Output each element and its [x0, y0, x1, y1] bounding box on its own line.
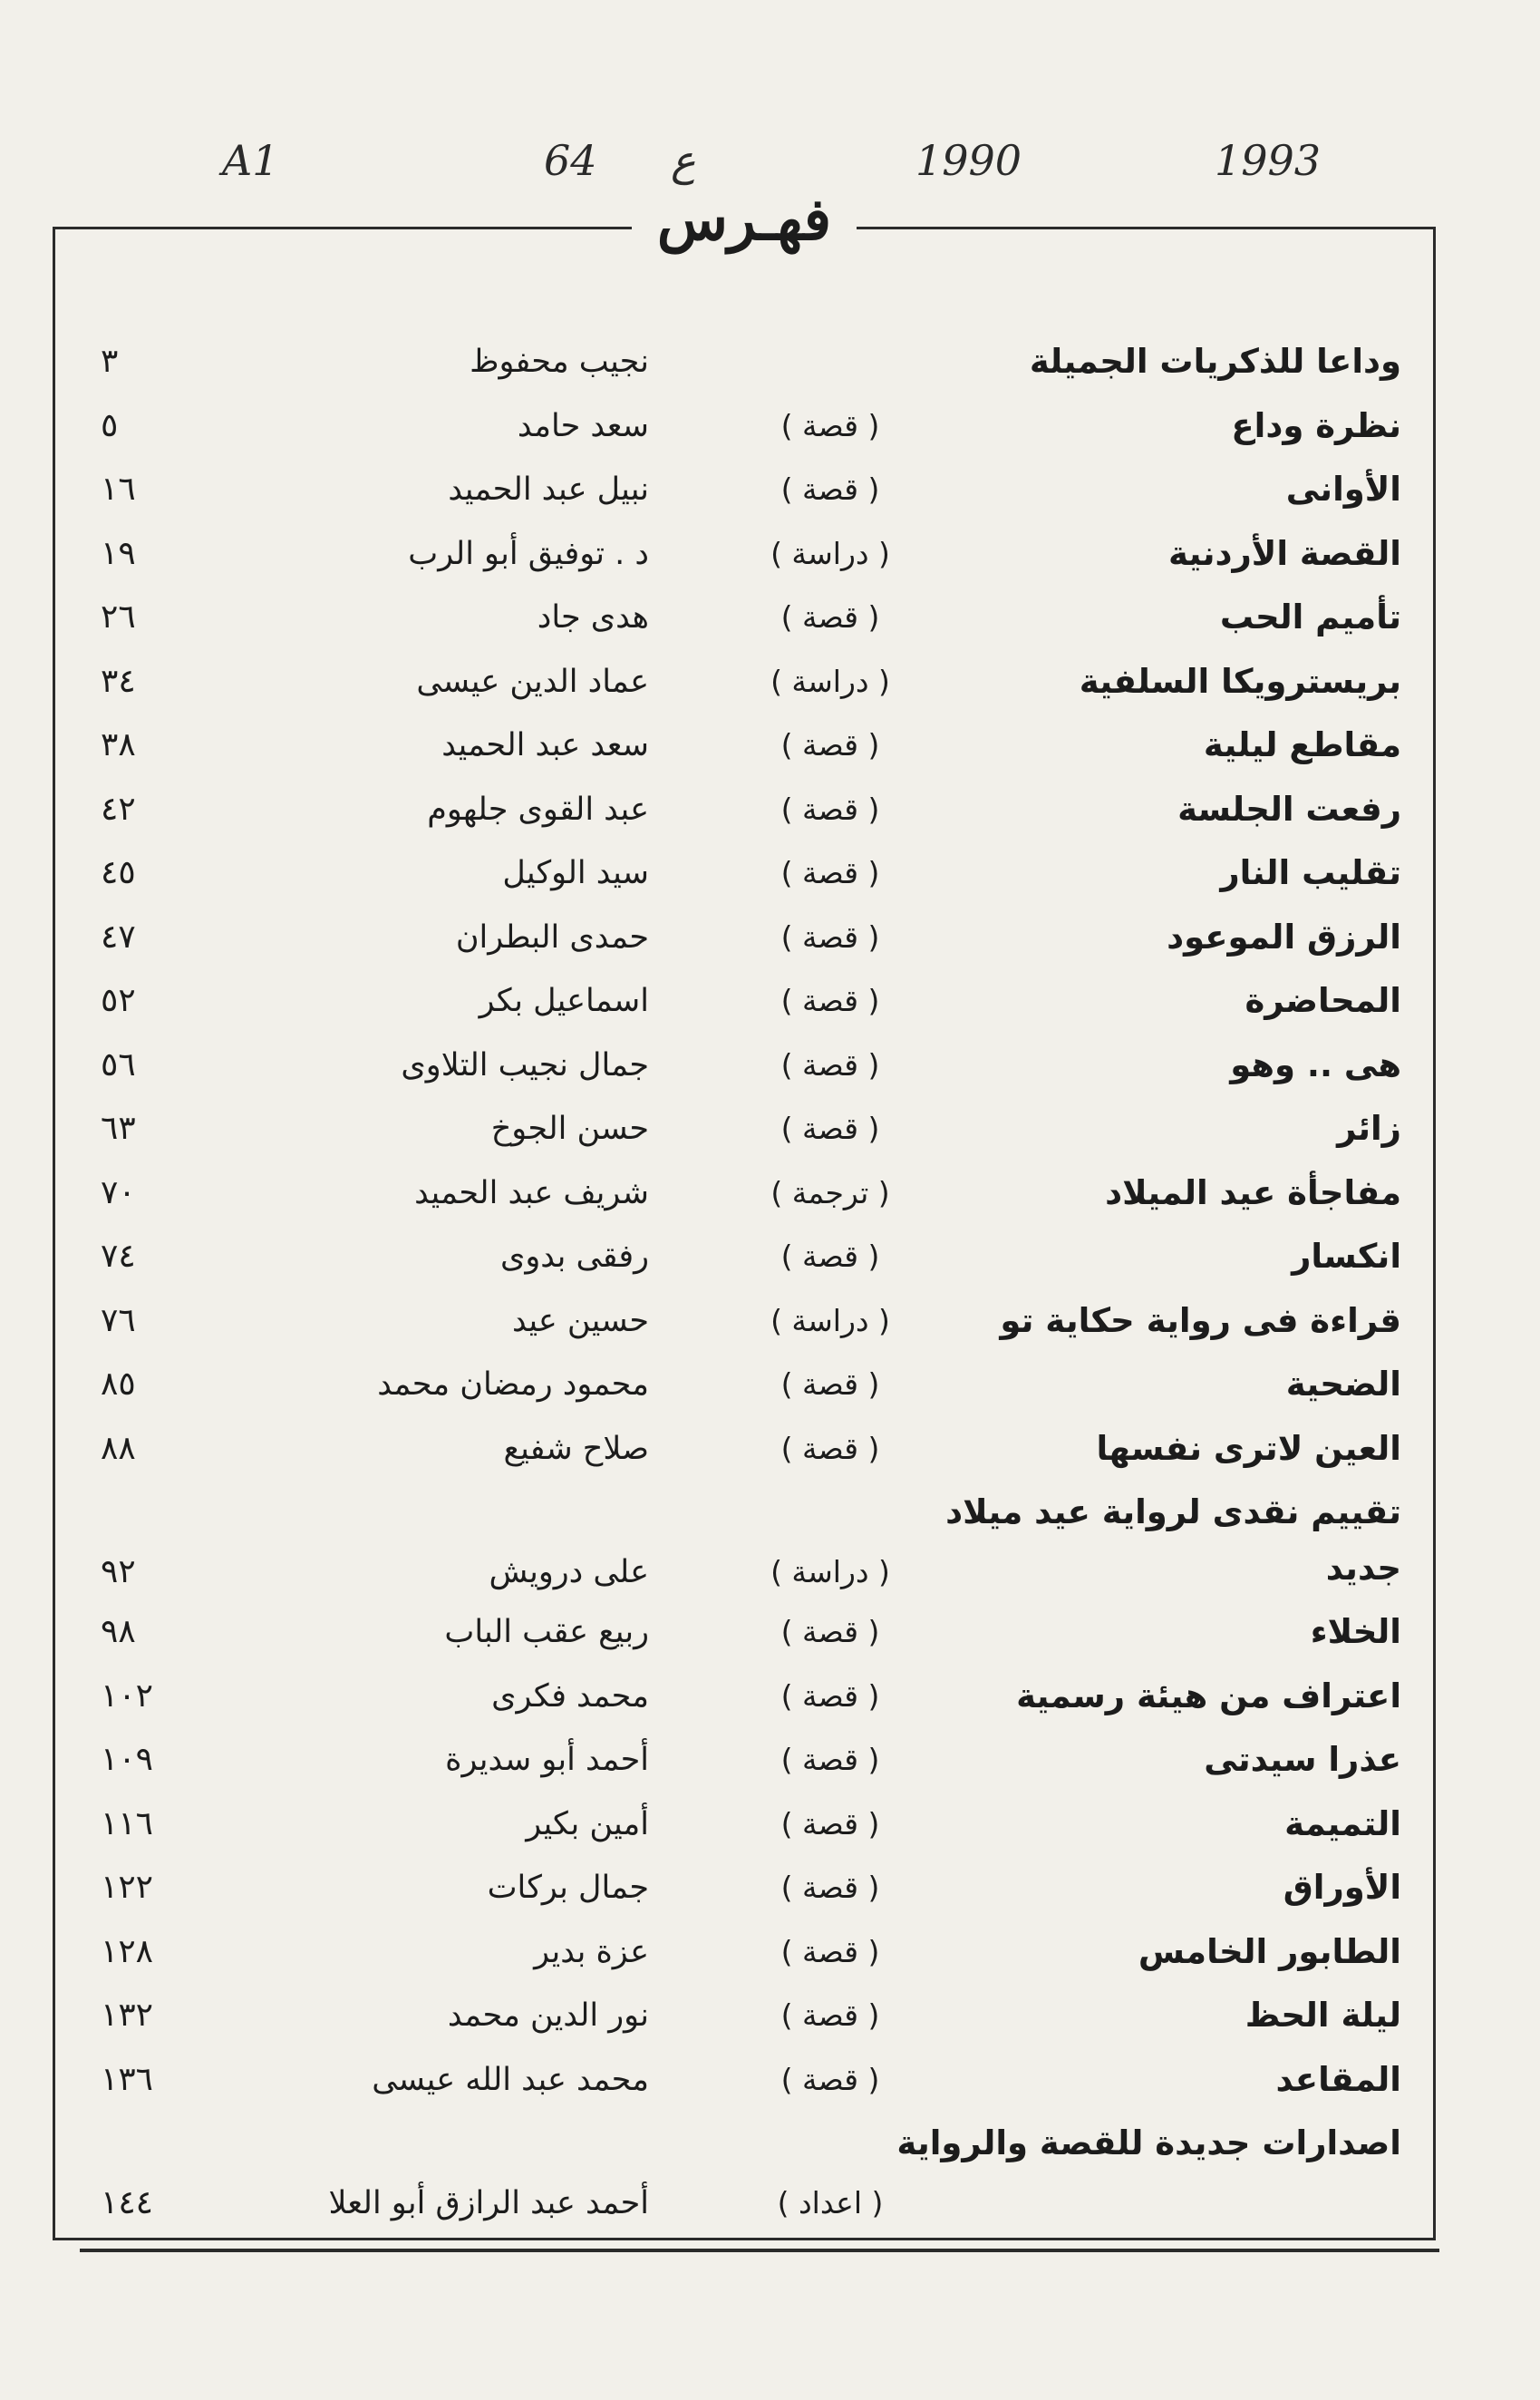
entry-title: رفعت الجلسة [1177, 789, 1401, 829]
entry-page-number: ١٤٤ [101, 2184, 154, 2221]
handwritten-note-3: ع [671, 136, 696, 185]
handwritten-note-2: 64 [544, 136, 597, 185]
entry-author: محمد فكرى [491, 1677, 649, 1715]
toc-entry [101, 1101, 1401, 1165]
entry-title: المقاعد [1275, 2059, 1401, 2099]
entry-genre: ( قصة ) [780, 1614, 880, 1649]
entry-title: الخلاء [1310, 1612, 1401, 1651]
toc-entry [101, 1229, 1401, 1293]
entry-genre: ( دراسة ) [770, 663, 890, 699]
entry-genre: ( قصة ) [780, 1430, 880, 1466]
toc-entry [101, 782, 1401, 846]
page-title-wrap [55, 186, 1433, 254]
toc-entry [101, 2052, 1401, 2116]
entry-genre: ( قصة ) [780, 1933, 880, 1969]
entry-genre: ( دراسة ) [770, 535, 890, 571]
entry-page-number: ٧٠ [101, 1173, 136, 1211]
entry-author: نبيل عبد الحميد [448, 471, 649, 508]
entry-title: عذرا سيدتى [1204, 1740, 1401, 1779]
entry-title: هى .. وهو [1230, 1045, 1401, 1084]
bottom-divider [80, 2249, 1439, 2252]
entry-page-number: ١٩ [101, 534, 136, 572]
entry-genre: ( قصة ) [780, 918, 880, 955]
entry-page-number: ١٢٨ [101, 1932, 154, 1970]
entry-title: انكسار [1292, 1237, 1401, 1276]
entry-title: قراءة فى رواية حكاية تو [1000, 1300, 1401, 1340]
entry-page-number: ٩٢ [101, 1553, 136, 1590]
entry-genre: ( قصة ) [780, 599, 880, 635]
entry-page-number: ٥ [101, 406, 119, 444]
toc-entry [101, 398, 1401, 462]
entry-title: زائر [1337, 1109, 1401, 1148]
entry-title: تقليب النار [1220, 853, 1401, 892]
entry-genre: ( اعداد ) [777, 2185, 884, 2220]
toc-entry [101, 909, 1401, 974]
toc-entry [101, 1668, 1401, 1733]
entry-genre: ( قصة ) [780, 1239, 880, 1274]
entry-genre: ( قصة ) [780, 1805, 880, 1841]
entry-title: القصة الأردنية [1168, 533, 1401, 573]
entry-author: صلاح شفيع [503, 1430, 649, 1467]
entry-author: على درويش [489, 1554, 649, 1590]
toc-entry [101, 1604, 1401, 1668]
entry-page-number: ٤٢ [101, 790, 136, 828]
entry-genre: ( قصة ) [780, 471, 880, 507]
entry-author: جمال نجيب التلاوى [401, 1046, 649, 1083]
entry-author: شريف عبد الحميد [414, 1174, 649, 1211]
entry-title: تقييم نقدى لرواية عيد ميلاد جديد [945, 1492, 1401, 1588]
entry-author: عبد القوى جلهوم [427, 791, 649, 828]
toc-entry [101, 526, 1401, 590]
entry-title: بريسترويكا السلفية [1079, 661, 1401, 701]
entry-author: أحمد عبد الرازق أبو العلا [328, 2185, 649, 2221]
toc-entry [101, 845, 1401, 909]
entry-page-number: ٣ [101, 343, 119, 380]
entry-author: حمدى البطران [455, 918, 649, 956]
toc-entry [101, 1484, 1401, 1604]
toc-entry [101, 717, 1401, 782]
entry-genre: ( قصة ) [780, 1677, 880, 1714]
entry-page-number: ١٣٦ [101, 2060, 154, 2098]
entry-author: سعد حامد [517, 407, 649, 444]
entry-author: حسن الجوخ [490, 1111, 649, 1147]
entry-genre: ( قصة ) [780, 1997, 880, 2033]
entry-genre: ( قصة ) [780, 791, 880, 827]
entry-author: هدى جاد [537, 599, 649, 636]
entry-author: سعد عبد الحميد [441, 727, 649, 763]
entry-page-number: ٧٦ [101, 1301, 136, 1339]
entry-title: الرزق الموعود [1167, 917, 1401, 957]
handwritten-note-5: 1993 [1215, 136, 1322, 185]
toc-entry [101, 462, 1401, 526]
entry-genre: ( قصة ) [780, 407, 880, 443]
table-of-contents [101, 334, 1401, 2235]
entry-page-number: ٨٨ [101, 1429, 136, 1467]
toc-entry [101, 334, 1401, 398]
entry-page-number: ١٣٢ [101, 1997, 154, 2034]
entry-page-number: ١٦ [101, 471, 136, 508]
entry-page-number: ٨٥ [101, 1365, 136, 1403]
entry-genre: ( قصة ) [780, 855, 880, 890]
entry-title: الأوانى [1285, 470, 1401, 509]
toc-entry [101, 589, 1401, 654]
entry-title: الأوراق [1283, 1868, 1401, 1907]
entry-author: عماد الدين عيسى [416, 663, 649, 700]
entry-genre: ( قصة ) [780, 1742, 880, 1777]
entry-genre: ( دراسة ) [770, 1554, 890, 1589]
entry-title: نظرة وداع [1231, 405, 1401, 445]
entry-genre: ( قصة ) [780, 1111, 880, 1146]
entry-page-number: ١١٦ [101, 1804, 154, 1842]
entry-page-number: ١٠٩ [101, 1741, 154, 1778]
toc-entry [101, 1356, 1401, 1421]
entry-title: اعتراف من هيئة رسمية [1016, 1676, 1401, 1715]
toc-entry [101, 1796, 1401, 1861]
entry-page-number: ٧٤ [101, 1238, 136, 1275]
entry-page-number: ٥٢ [101, 982, 136, 1019]
toc-frame [53, 186, 1436, 2240]
entry-author: اسماعيل بكر [479, 983, 649, 1019]
entry-author: محمد عبد الله عيسى [372, 2061, 649, 2098]
entry-page-number: ٣٨ [101, 726, 136, 763]
entry-title: المحاضرة [1245, 981, 1401, 1020]
toc-entry [101, 1037, 1401, 1102]
entry-author: نجيب محفوظ [470, 344, 649, 380]
entry-title: وداعا للذكريات الجميلة [1029, 342, 1401, 381]
entry-author: أحمد أبو سديرة [445, 1742, 649, 1778]
entry-author: ربيع عقب الباب [444, 1614, 649, 1650]
entry-genre: ( قصة ) [780, 727, 880, 763]
entry-author: أمين بكير [526, 1805, 649, 1842]
entry-genre: ( قصة ) [780, 983, 880, 1018]
entry-page-number: ٦٣ [101, 1110, 136, 1147]
handwritten-note-4: 1990 [915, 136, 1022, 185]
handwritten-note-1: A1 [222, 136, 279, 185]
entry-page-number: ١٢٢ [101, 1869, 154, 1906]
toc-entry [101, 1860, 1401, 1924]
entry-page-number: ٩٨ [101, 1613, 136, 1650]
entry-author: سيد الوكيل [502, 855, 649, 891]
entry-genre: ( قصة ) [780, 1046, 880, 1083]
entry-page-number: ٤٥ [101, 854, 136, 891]
entry-genre: ( دراسة ) [770, 1302, 890, 1338]
entry-page-number: ٢٦ [101, 598, 136, 636]
entry-page-number: ٤٧ [101, 918, 136, 956]
entry-title: ليلة الحظ [1245, 1996, 1401, 2035]
entry-title: مقاطع ليلية [1203, 725, 1401, 764]
entry-title: مفاجأة عيد الميلاد [1105, 1172, 1401, 1212]
entry-author: رفقى بدوى [499, 1239, 649, 1275]
toc-entry [101, 654, 1401, 718]
toc-entry [101, 1732, 1401, 1796]
page-title: فهـرس [632, 186, 857, 254]
toc-entry [101, 2115, 1401, 2235]
entry-title: التميمة [1284, 1803, 1401, 1843]
entry-title: العين لاترى نفسها [1096, 1428, 1401, 1468]
entry-title: الضحية [1285, 1365, 1401, 1404]
entry-genre: ( ترجمة ) [770, 1174, 890, 1210]
toc-entry [101, 1165, 1401, 1229]
entry-genre: ( قصة ) [780, 2061, 880, 2097]
entry-page-number: ٥٦ [101, 1045, 136, 1083]
toc-entry [101, 1293, 1401, 1357]
entry-author: حسين عيد [511, 1302, 649, 1339]
entry-genre: ( قصة ) [780, 1870, 880, 1905]
entry-author: عزة بدير [534, 1933, 649, 1970]
toc-entry [101, 1924, 1401, 1988]
entry-page-number: ٣٤ [101, 662, 136, 700]
toc-entry [101, 973, 1401, 1037]
entry-author: د . توفيق أبو الرب [408, 535, 649, 572]
entry-page-number: ١٠٢ [101, 1676, 154, 1715]
entry-title: تأميم الحب [1219, 598, 1401, 636]
entry-title: اصدارات جديدة للقصة والرواية [896, 2123, 1401, 2162]
entry-genre: ( قصة ) [780, 1366, 880, 1402]
entry-author: محمود رمضان محمد [377, 1366, 649, 1403]
entry-author: جمال بركات [487, 1870, 649, 1906]
toc-entry [101, 1987, 1401, 2052]
entry-title: الطابور الخامس [1138, 1931, 1401, 1971]
toc-entry [101, 1421, 1401, 1485]
entry-author: نور الدين محمد [447, 1997, 649, 2034]
